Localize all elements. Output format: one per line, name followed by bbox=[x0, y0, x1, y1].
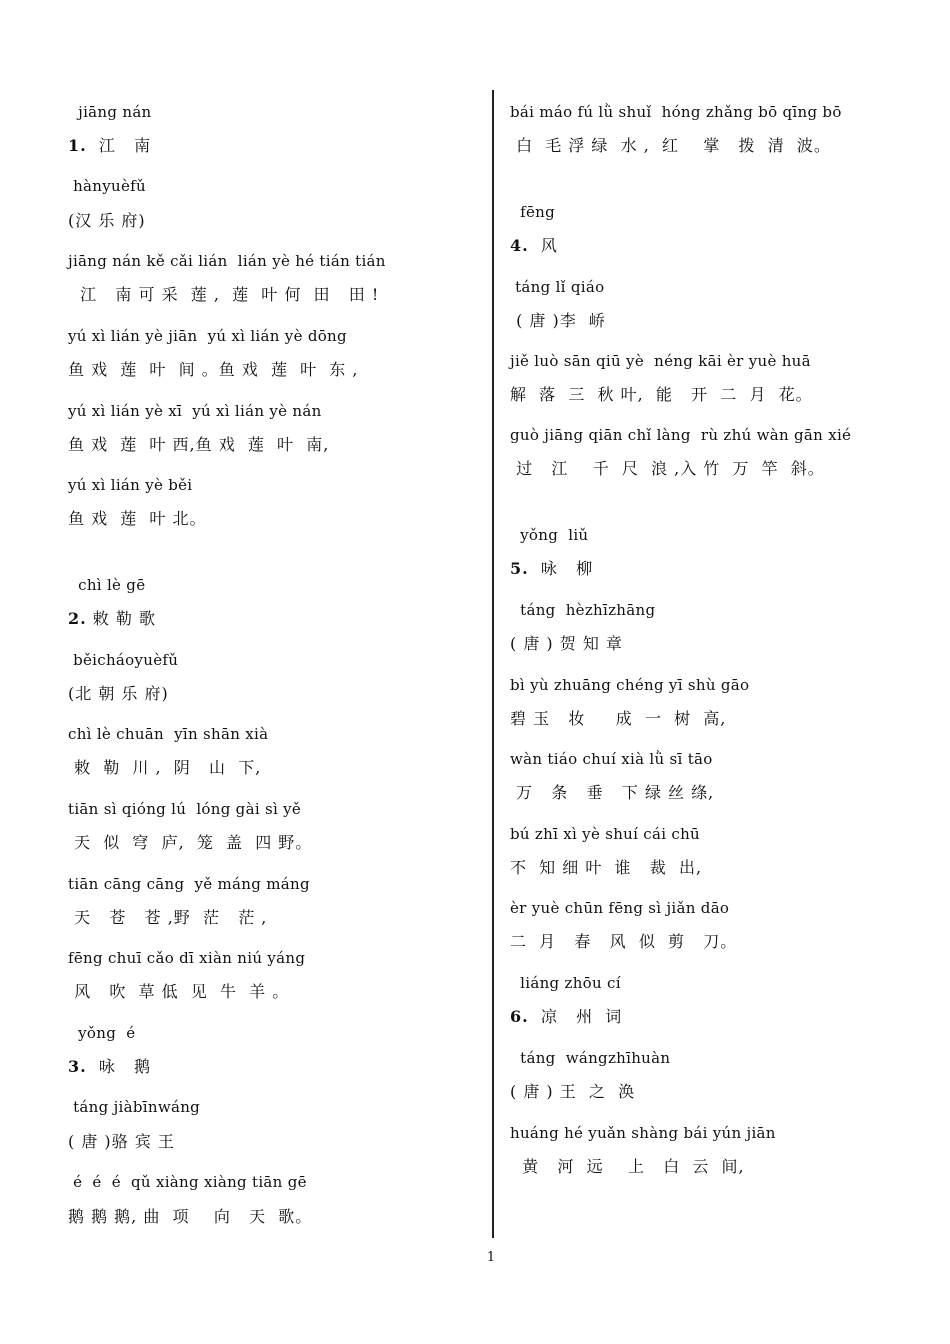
pinyin-line: guò jiāng qiān chǐ làng rù zhú wàn gān xié bbox=[510, 426, 852, 444]
hanzi-line: 天 苍 苍 ,野 茫 茫 , bbox=[68, 908, 268, 927]
poem-title-text: 咏 柳 bbox=[528, 559, 594, 578]
poem-title-text: 江 南 bbox=[86, 136, 152, 155]
hanzi-line: 鱼 戏 莲 叶 间 。鱼 戏 莲 叶 东 , bbox=[68, 360, 359, 379]
pinyin-line: chì lè chuān yīn shān xià bbox=[68, 725, 269, 743]
hanzi-line: ( 唐 )骆 宾 王 bbox=[68, 1132, 175, 1151]
pinyin-line: táng lǐ qiáo bbox=[510, 278, 605, 296]
poem-title-text: 敕 勒 歌 bbox=[86, 609, 156, 628]
pinyin-line: běicháoyuèfǔ bbox=[68, 651, 179, 669]
poem-title bbox=[68, 1057, 151, 1077]
pinyin-line: fēng chuī cǎo dī xiàn niú yáng bbox=[68, 949, 306, 967]
pinyin-line: táng wángzhīhuàn bbox=[510, 1049, 671, 1067]
hanzi-line: (汉 乐 府) bbox=[68, 211, 146, 230]
pinyin-line: bú zhī xì yè shuí cái chū bbox=[510, 825, 701, 843]
pinyin-line: liáng zhōu cí bbox=[510, 974, 621, 992]
pinyin-line: yǒng liǔ bbox=[510, 526, 589, 544]
poem-title bbox=[510, 1007, 622, 1027]
hanzi-line: 鹅 鹅 鹅, 曲 项 向 天 歌。 bbox=[68, 1207, 313, 1226]
poem-number: 6. bbox=[510, 1007, 529, 1026]
pinyin-line: chì lè gē bbox=[68, 576, 146, 594]
poem-title-text: 咏 鹅 bbox=[86, 1057, 152, 1076]
hanzi-line: 万 条 垂 下 绿 丝 绦, bbox=[510, 783, 715, 802]
poem-number: 5. bbox=[510, 559, 529, 578]
poem-number: 4. bbox=[510, 236, 529, 255]
pinyin-line: bái máo fú lǜ shuǐ hóng zhǎng bō qīng bō bbox=[510, 103, 842, 121]
hanzi-line: 黄 河 远 上 白 云 间, bbox=[510, 1157, 745, 1176]
hanzi-line: 白 毛 浮 绿 水 , 红 掌 拨 清 波。 bbox=[510, 136, 831, 155]
hanzi-line: ( 唐 )李 峤 bbox=[510, 311, 606, 330]
pinyin-line: tiān sì qióng lú lóng gài sì yě bbox=[68, 800, 302, 818]
pinyin-line: yú xì lián yè běi bbox=[68, 476, 193, 494]
poem-number: 3. bbox=[68, 1057, 87, 1076]
poem-title bbox=[68, 609, 156, 629]
pinyin-line: é é é qǔ xiàng xiàng tiān gē bbox=[68, 1173, 307, 1191]
pinyin-line: wàn tiáo chuí xià lǜ sī tāo bbox=[510, 750, 713, 768]
poem-number: 2. bbox=[68, 609, 87, 628]
pinyin-line: èr yuè chūn fēng sì jiǎn dāo bbox=[510, 899, 730, 917]
pinyin-line: tiān cāng cāng yě máng máng bbox=[68, 875, 310, 893]
pinyin-line: fēng bbox=[510, 203, 556, 221]
pinyin-line: bì yù zhuāng chéng yī shù gāo bbox=[510, 676, 750, 694]
poem-title-text: 风 bbox=[528, 236, 558, 255]
pinyin-line: táng jiàbīnwáng bbox=[68, 1098, 201, 1116]
pinyin-line: yǒng é bbox=[68, 1024, 136, 1042]
poem-title bbox=[510, 236, 558, 256]
hanzi-line: 天 似 穹 庐, 笼 盖 四 野。 bbox=[68, 833, 313, 852]
pinyin-line: táng hèzhīzhāng bbox=[510, 601, 656, 619]
pinyin-line: huáng hé yuǎn shàng bái yún jiān bbox=[510, 1124, 776, 1142]
hanzi-line: 不 知 细 叶 谁 裁 出, bbox=[510, 858, 703, 877]
hanzi-line: 解 落 三 秋 叶, 能 开 二 月 花。 bbox=[510, 385, 813, 404]
pinyin-line: yú xì lián yè xī yú xì lián yè nán bbox=[68, 402, 322, 420]
poem-title bbox=[68, 136, 151, 156]
pinyin-line: hànyuèfǔ bbox=[68, 177, 146, 195]
pinyin-line: jiě luò sān qiū yè néng kāi èr yuè huā bbox=[510, 352, 811, 370]
hanzi-line: 二 月 春 风 似 剪 刀。 bbox=[510, 932, 738, 951]
page-number: 1 bbox=[486, 1250, 496, 1265]
pinyin-line: yú xì lián yè jiān yú xì lián yè dōng bbox=[68, 327, 347, 345]
poem-title bbox=[510, 559, 593, 579]
pinyin-line: jiāng nán kě cǎi lián lián yè hé tián tián bbox=[68, 252, 386, 270]
hanzi-line: 风 吹 草 低 见 牛 羊 。 bbox=[68, 982, 290, 1001]
hanzi-line: 江 南 可 采 莲 , 莲 叶 何 田 田 ! bbox=[68, 285, 380, 304]
hanzi-line: 鱼 戏 莲 叶 西,鱼 戏 莲 叶 南, bbox=[68, 435, 330, 454]
hanzi-line: 过 江 千 尺 浪 ,入 竹 万 竿 斜。 bbox=[510, 459, 825, 478]
hanzi-line: 敕 勒 川 , 阴 山 下, bbox=[68, 758, 262, 777]
poem-number: 1. bbox=[68, 136, 87, 155]
pinyin-line: jiāng nán bbox=[68, 103, 152, 121]
hanzi-line: (北 朝 乐 府) bbox=[68, 684, 169, 703]
poem-title-text: 凉 州 词 bbox=[528, 1007, 623, 1026]
hanzi-line: ( 唐 ) 贺 知 章 bbox=[510, 634, 623, 653]
hanzi-line: ( 唐 ) 王 之 涣 bbox=[510, 1082, 636, 1101]
hanzi-line: 鱼 戏 莲 叶 北。 bbox=[68, 509, 207, 528]
hanzi-line: 碧 玉 妆 成 一 树 高, bbox=[510, 709, 727, 728]
column-divider bbox=[492, 90, 494, 1238]
